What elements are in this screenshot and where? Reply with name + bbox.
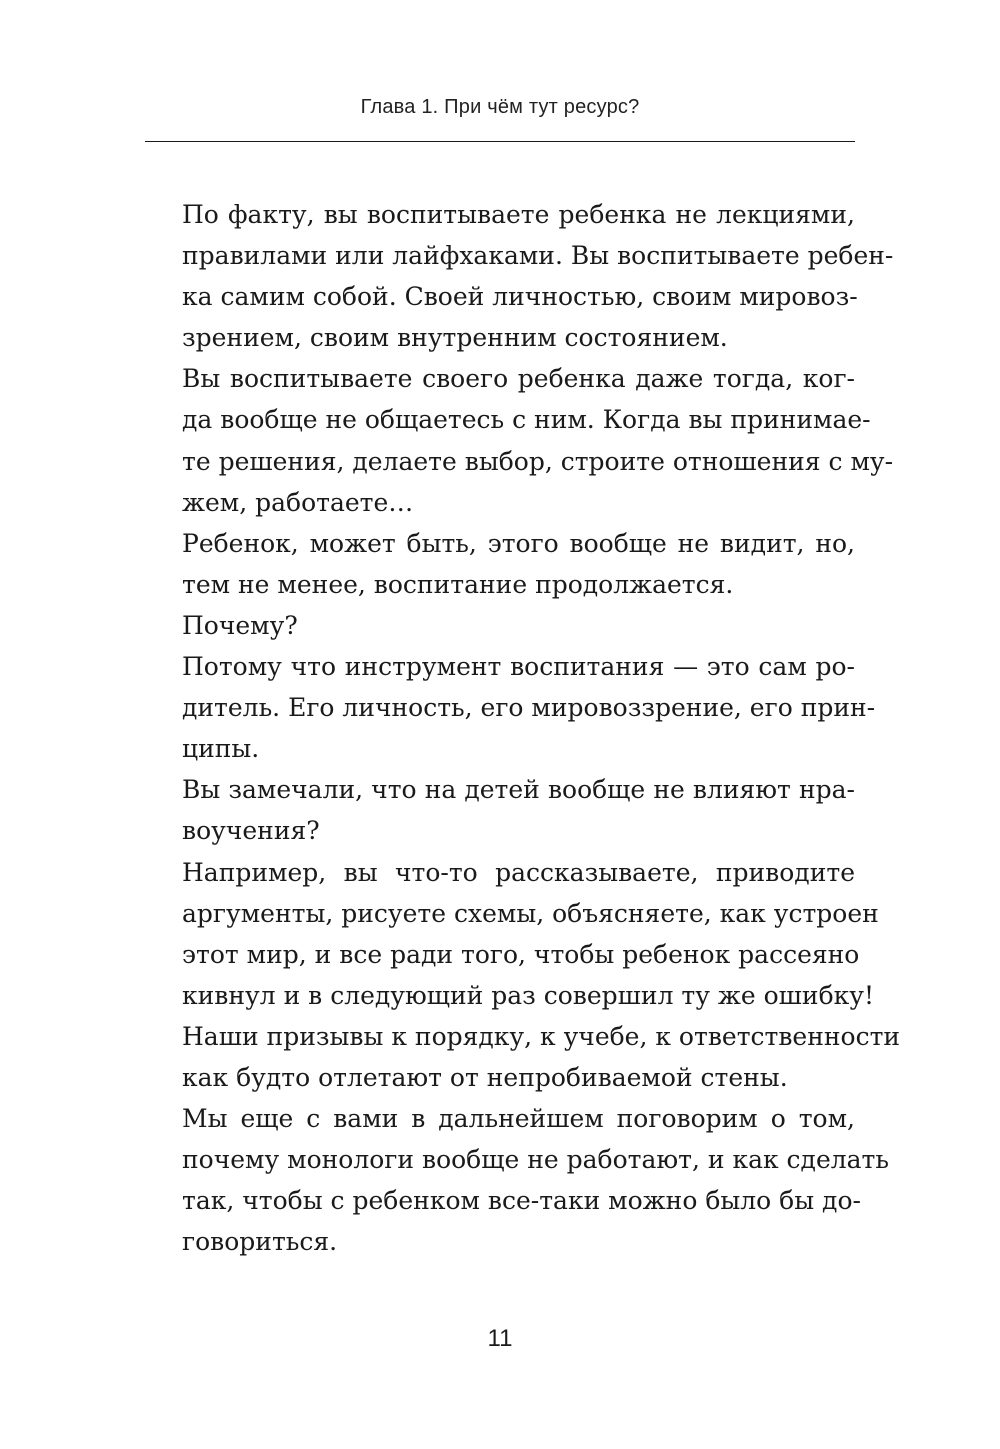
text-line: этот мир, и все ради того, чтобы ребенок рассеяно xyxy=(182,939,860,969)
text-line: ципы. xyxy=(182,734,260,764)
text-line: Наши призывы к порядку, к учебе, к ответственности xyxy=(182,1021,901,1051)
paragraph-4 xyxy=(145,605,855,646)
text-line: кивнул и в следующий раз совершил ту же ошибку! xyxy=(182,980,875,1010)
body-text xyxy=(145,194,901,1262)
paragraph-5 xyxy=(145,646,876,769)
text-line: Ребенок, может быть, этого вообще не видит, но, xyxy=(182,528,855,558)
paragraph-3 xyxy=(145,523,855,605)
text-line: зрением, своим внутренним состоянием. xyxy=(182,323,728,353)
text-line: дитель. Его личность, его мировоззрение, его прин- xyxy=(182,693,876,723)
paragraph-8 xyxy=(145,1098,889,1262)
paragraph-6 xyxy=(145,769,855,851)
text-line: воучения? xyxy=(182,816,320,846)
text-line: так, чтобы с ребенком все-таки можно было бы до- xyxy=(182,1186,861,1216)
text-line: почему монологи вообще не работают, и как сделать xyxy=(182,1145,889,1175)
text-line: Мы еще с вами в дальнейшем поговорим о том, xyxy=(182,1104,855,1134)
text-line: жем, работаете… xyxy=(182,487,414,517)
text-line: говориться. xyxy=(182,1227,338,1257)
page-number: 11 xyxy=(487,1325,513,1352)
running-header: Глава 1. При чём тут ресурс? xyxy=(360,96,640,118)
header-rule xyxy=(145,141,855,142)
text-line: да вообще не общаетесь с ним. Когда вы принимае- xyxy=(182,405,871,435)
paragraph-1 xyxy=(145,194,894,358)
text-line: Потому что инструмент воспитания — это сам ро- xyxy=(182,652,855,682)
text-line: Например, вы что-то рассказываете, приводите xyxy=(182,857,855,887)
text-line: аргументы, рисуете схемы, объясняете, как устроен xyxy=(182,898,879,928)
text-line: Вы замечали, что на детей вообще не влияют нра- xyxy=(182,775,855,805)
text-line: Вы воспитываете своего ребенка даже тогда, ког- xyxy=(182,364,855,394)
text-line: тем не менее, воспитание продолжается. xyxy=(182,569,734,599)
text-line: правилами или лайфхаками. Вы воспитываете ребен- xyxy=(182,241,894,271)
text-line: те решения, делаете выбор, строите отношения с му- xyxy=(182,446,894,476)
text-line: как будто отлетают от непробиваемой стены. xyxy=(182,1062,788,1092)
text-line: Почему? xyxy=(182,610,298,640)
text-line: По факту, вы воспитываете ребенка не лекциями, xyxy=(182,200,855,229)
paragraph-2 xyxy=(145,358,894,522)
paragraph-7 xyxy=(145,852,901,1099)
text-line: ка самим собой. Своей личностью, своим мировоз- xyxy=(182,282,858,312)
